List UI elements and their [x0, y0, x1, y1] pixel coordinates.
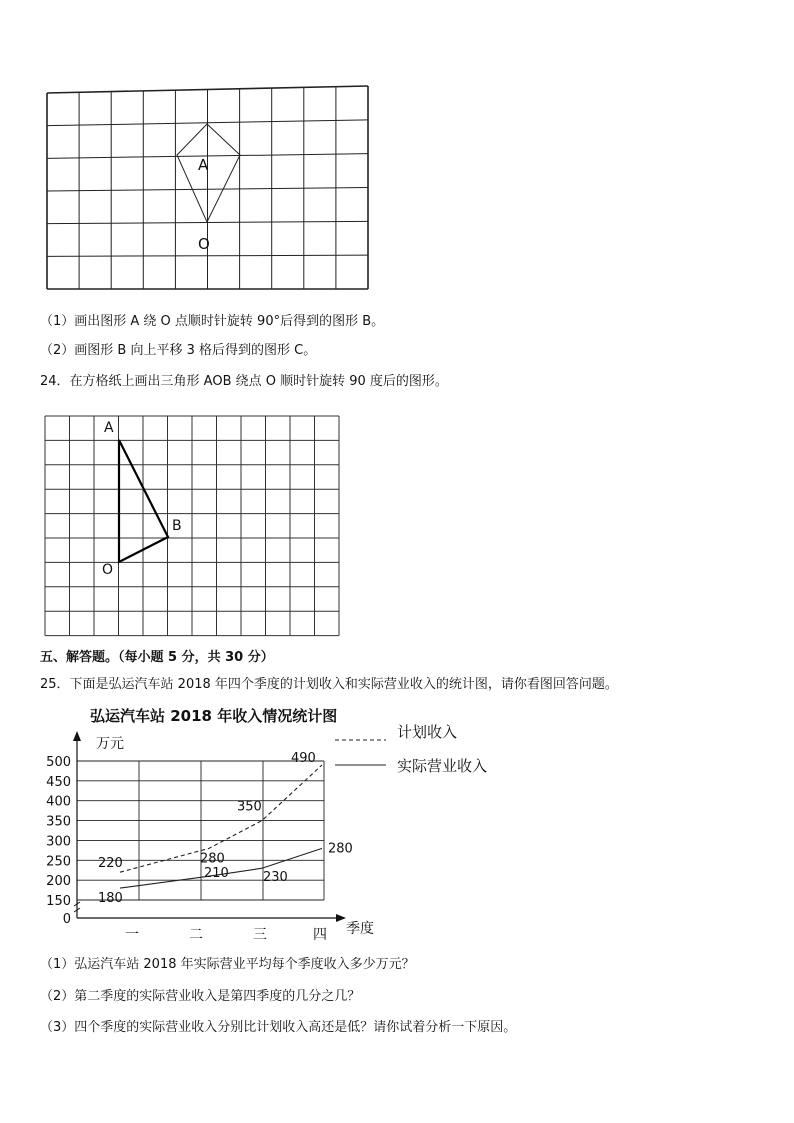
chart-ytick-label: 300	[46, 834, 71, 850]
chart-data-label: 350	[237, 799, 262, 815]
chart-xtick-label: 一	[125, 927, 139, 943]
chart-ytick-label: 150	[46, 894, 71, 909]
chart-ytick-label: 400	[46, 794, 71, 810]
legend-label: 计划收入	[397, 723, 458, 741]
q23-part1: （1）画出图形 A 绕 O 点顺时针旋转 90°后得到的图形 B。	[40, 314, 385, 329]
chart-ytick-label: 200	[46, 874, 71, 890]
chart-ytick-label: 500	[46, 755, 71, 770]
chart-xtick-label: 三	[253, 927, 267, 943]
grid1-label-o: O	[198, 235, 210, 253]
chart-ylabel: 万元	[96, 736, 124, 752]
chart-data-label: 210	[204, 866, 229, 882]
grid-1	[47, 86, 368, 289]
grid1-hline	[47, 255, 368, 256]
grid2-label-b: B	[172, 518, 182, 534]
grid2-label-o: O	[102, 562, 114, 578]
kite-shape-a	[177, 124, 240, 222]
chart-data-label: 280	[328, 841, 353, 857]
q25-part1: （1）弘运汽车站 2018 年实际营业平均每个季度收入多少万元？	[40, 957, 415, 972]
chart-data-label: 490	[291, 750, 316, 766]
q25-part3: （3）四个季度的实际营业收入分别比计划收入高还是低？请你试着分析一下原因。	[40, 1020, 517, 1035]
grid1-label-a: A	[198, 156, 209, 174]
q25-text: 25．下面是弘运汽车站 2018 年四个季度的计划收入和实际营业收入的统计图，请你看图回答问题。	[40, 677, 618, 692]
chart-title: 弘运汽车站 2018 年收入情况统计图	[90, 707, 338, 725]
q23-part2: （2）画图形 B 向上平移 3 格后得到的图形 C。	[40, 343, 317, 358]
grid-2	[45, 416, 339, 636]
chart-data-label: 180	[98, 891, 123, 907]
legend-label: 实际营业收入	[397, 757, 488, 775]
chart-data-label: 220	[98, 856, 123, 872]
y-axis-arrow-icon	[73, 731, 81, 741]
chart-ytick-label: 250	[46, 854, 71, 870]
q24-text: 24．在方格纸上画出三角形 AOB 绕点 O 顺时针旋转 90 度后的图形。	[40, 374, 448, 389]
chart-data-label: 230	[263, 870, 288, 886]
income-line-chart	[46, 707, 487, 943]
x-axis-arrow-icon	[336, 914, 346, 922]
shape-a	[177, 124, 240, 222]
chart-ytick-label: 350	[46, 814, 71, 830]
section5-heading: 五、解答题。（每小题 5 分，共 30 分）	[40, 650, 274, 665]
chart-xlabel: 季度	[346, 921, 374, 937]
chart-xtick-label: 二	[189, 927, 203, 943]
chart-data-label: 280	[200, 851, 225, 867]
q25-part2: （2）第二季度的实际营业收入是第四季度的几分之几？	[40, 989, 361, 1004]
chart-xtick-label: 四	[313, 927, 327, 943]
grid2-label-a: A	[104, 420, 114, 436]
chart-ytick-label: 450	[46, 774, 71, 790]
chart-ytick-label: 0	[62, 912, 71, 927]
